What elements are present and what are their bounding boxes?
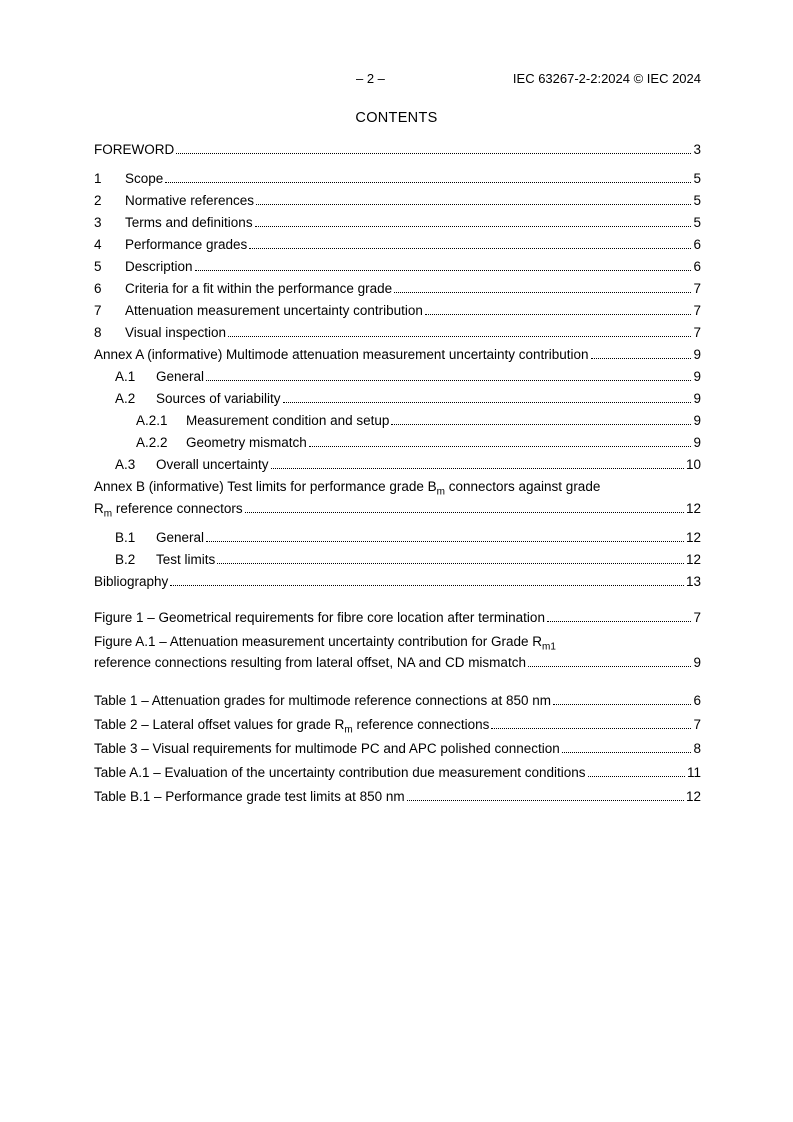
toc-entry-figure-a1 [94, 634, 701, 671]
toc-entry-scope [94, 171, 701, 186]
toc-entry-figure-1 [94, 610, 701, 625]
toc-entry-text: Annex B (informative) Test limits for performance grade B [94, 479, 437, 494]
toc-entry-line2 [94, 655, 701, 670]
toc-entry-page: 13 [685, 573, 701, 589]
toc-entry-page: 7 [693, 609, 701, 625]
toc-entry-label: Figure 1 – Geometrical requirements for fibre core location after termination [94, 609, 545, 625]
toc-entry-label: Table B.1 – Performance grade test limits at 850 nm [94, 789, 405, 804]
toc-entry-line1 [94, 633, 701, 653]
toc-entry-text: connectors against grade [444, 479, 601, 494]
toc-entry-label [94, 717, 490, 736]
toc-entry-page: 7 [693, 303, 701, 318]
toc-entry-a2-sources [94, 391, 701, 406]
dot-leader [553, 704, 691, 705]
toc-entry-label [94, 500, 243, 520]
dot-leader [547, 621, 692, 622]
dot-leader [283, 402, 692, 403]
dot-leader [591, 358, 692, 359]
toc-entry-page: 7 [693, 717, 701, 732]
toc-entry-page: 6 [693, 259, 701, 274]
toc-entry-page: 12 [685, 529, 701, 545]
toc-entry-number: 3 [94, 215, 102, 230]
toc-entry-number: 1 [94, 171, 102, 186]
toc-entry-page: 5 [693, 171, 701, 186]
toc-entry-description [94, 259, 701, 274]
toc-entry-page: 5 [693, 193, 701, 208]
toc-entry-number: B.2 [115, 551, 136, 567]
dot-leader [206, 541, 684, 542]
toc-entry-page: 7 [693, 281, 701, 296]
dot-leader [256, 204, 691, 205]
toc-entry-table-1 [94, 693, 701, 708]
toc-entry-page: 9 [693, 655, 701, 670]
dot-leader [165, 182, 691, 183]
dot-leader [206, 380, 691, 381]
toc-entry-label: General [156, 369, 205, 384]
toc-entry-label: Normative references [125, 193, 255, 208]
toc-entry-label: Geometry mismatch [186, 435, 307, 450]
toc-entry-a1-general [94, 369, 701, 384]
toc-entry-a3-overall [94, 457, 701, 472]
toc-entry-normative-references [94, 193, 701, 208]
toc-entry-page: 3 [693, 142, 701, 157]
toc-entry-subscript: m1 [542, 641, 556, 653]
toc-entry-page: 6 [693, 693, 701, 708]
toc-entry-table-a1 [94, 765, 701, 780]
dot-leader [176, 153, 691, 154]
toc-entry-number: A.1 [115, 369, 136, 384]
dot-leader [249, 248, 691, 249]
toc-entry-page: 8 [693, 741, 701, 756]
toc-entry-number: 5 [94, 259, 102, 274]
contents-title: CONTENTS [355, 110, 438, 126]
toc-entry-text: Figure A.1 – Attenuation measurement uncertainty contribution for Grade R [94, 633, 542, 649]
toc-entry-number: A.2 [115, 391, 136, 406]
toc-entry-number: A.2.2 [136, 435, 168, 450]
toc-entry-criteria-fit [94, 281, 701, 296]
toc-entry-b1-general [94, 530, 701, 545]
toc-entry-page: 6 [693, 237, 701, 252]
dot-leader [217, 563, 684, 564]
toc-entry-performance-grades [94, 237, 701, 252]
dot-leader [394, 292, 691, 293]
toc-entry-number: 7 [94, 303, 102, 318]
dot-leader [170, 585, 684, 586]
dot-leader [391, 424, 691, 425]
dot-leader [425, 314, 692, 315]
toc-entry-attenuation-uncertainty [94, 303, 701, 318]
toc-entry-label: Measurement condition and setup [186, 413, 390, 428]
toc-entry-page: 9 [693, 391, 701, 406]
toc-entry-page: 5 [693, 215, 701, 230]
toc-entry-number: 6 [94, 281, 102, 296]
toc-entry-label: reference connections resulting from lateral offset, NA and CD mismatch [94, 655, 526, 670]
toc-entry-label: Visual inspection [125, 325, 227, 340]
toc-entry-number: 8 [94, 325, 102, 340]
toc-entry-text: reference connectors [112, 500, 243, 516]
toc-entry-terms-definitions [94, 215, 701, 230]
toc-entry-label: Overall uncertainty [156, 457, 269, 472]
toc-entry-page: 9 [693, 413, 701, 428]
toc-entry-page: 12 [685, 789, 701, 804]
toc-entry-label: Terms and definitions [125, 215, 253, 230]
toc-entry-label: Scope [125, 171, 164, 186]
toc-entry-label: Description [125, 259, 193, 274]
toc-entry-text: Table 2 – Lateral offset values for grade R [94, 717, 345, 732]
toc-entry-page: 7 [693, 325, 701, 340]
toc-entry-label: Performance grades [125, 237, 248, 252]
toc-entry-label: Table 3 – Visual requirements for multimode PC and APC polished connection [94, 741, 560, 756]
toc-entry-table-3 [94, 741, 701, 756]
dot-leader [228, 336, 691, 337]
document-reference: IEC 63267-2-2:2024 © IEC 2024 [512, 71, 701, 86]
toc-entry-a21-measurement [94, 413, 701, 428]
toc-entry-foreword [94, 142, 701, 157]
page-number-marker: – 2 – [356, 71, 385, 86]
dot-leader [255, 226, 692, 227]
toc-entry-number: 2 [94, 193, 102, 208]
toc-entry-b2-test-limits [94, 552, 701, 567]
dot-leader [407, 800, 684, 801]
dot-leader [245, 512, 684, 513]
toc-entry-subscript: m [436, 486, 445, 498]
toc-entry-number: A.2.1 [136, 413, 168, 428]
toc-entry-text: reference connections [352, 717, 490, 732]
toc-entry-number: A.3 [115, 457, 136, 472]
toc-entry-label: Attenuation measurement uncertainty contribution [125, 303, 423, 318]
toc-entry-page: 11 [686, 765, 701, 780]
toc-entry-annex-b [94, 479, 701, 520]
page-header [94, 71, 701, 89]
toc-entry-subscript: m [344, 724, 353, 736]
toc-entry-label: Annex A (informative) Multimode attenuation measurement uncertainty contribution [94, 347, 589, 362]
tables-list [94, 693, 701, 804]
dot-leader [588, 776, 685, 777]
figures-list [94, 610, 701, 671]
toc-entry-page: 12 [685, 551, 701, 567]
toc-entry-a22-geometry [94, 435, 701, 450]
toc-entry-label: FOREWORD [94, 142, 175, 157]
toc-entry-label: Criteria for a fit within the performance grade [125, 281, 393, 296]
toc-entry-label: General [156, 529, 205, 545]
toc-entry-label: Sources of variability [156, 391, 281, 406]
dot-leader [528, 666, 692, 667]
toc-entry-page: 9 [693, 435, 701, 450]
toc-entry-page: 12 [685, 500, 701, 516]
toc-entry-subscript: m [103, 508, 113, 520]
dot-leader [491, 728, 691, 729]
dot-leader [195, 270, 692, 271]
toc-entry-number: B.1 [115, 529, 136, 545]
toc-entry-page: 10 [685, 457, 701, 472]
toc-entry-page: 9 [693, 369, 701, 384]
toc-entry-line2 [94, 500, 701, 520]
toc-entry-number: 4 [94, 237, 102, 252]
toc-entry-label: Test limits [156, 551, 216, 567]
toc-entry-table-2 [94, 717, 701, 736]
toc-entry-label: Table 1 – Attenuation grades for multimode reference connections at 850 nm [94, 693, 552, 708]
table-of-contents [94, 142, 701, 804]
toc-entry-label: Table A.1 – Evaluation of the uncertainty contribution due measurement conditions [94, 765, 586, 780]
toc-entry-annex-a [94, 347, 701, 362]
toc-entry-text: R [94, 500, 104, 516]
toc-entry-visual-inspection [94, 325, 701, 340]
toc-entry-table-b1 [94, 789, 701, 804]
dot-leader [309, 446, 692, 447]
toc-entry-bibliography [94, 574, 701, 589]
dot-leader [271, 468, 684, 469]
dot-leader [562, 752, 692, 753]
toc-entry-page: 9 [693, 347, 701, 362]
toc-entry-label: Bibliography [94, 573, 169, 589]
toc-entry-line1 [94, 479, 701, 498]
